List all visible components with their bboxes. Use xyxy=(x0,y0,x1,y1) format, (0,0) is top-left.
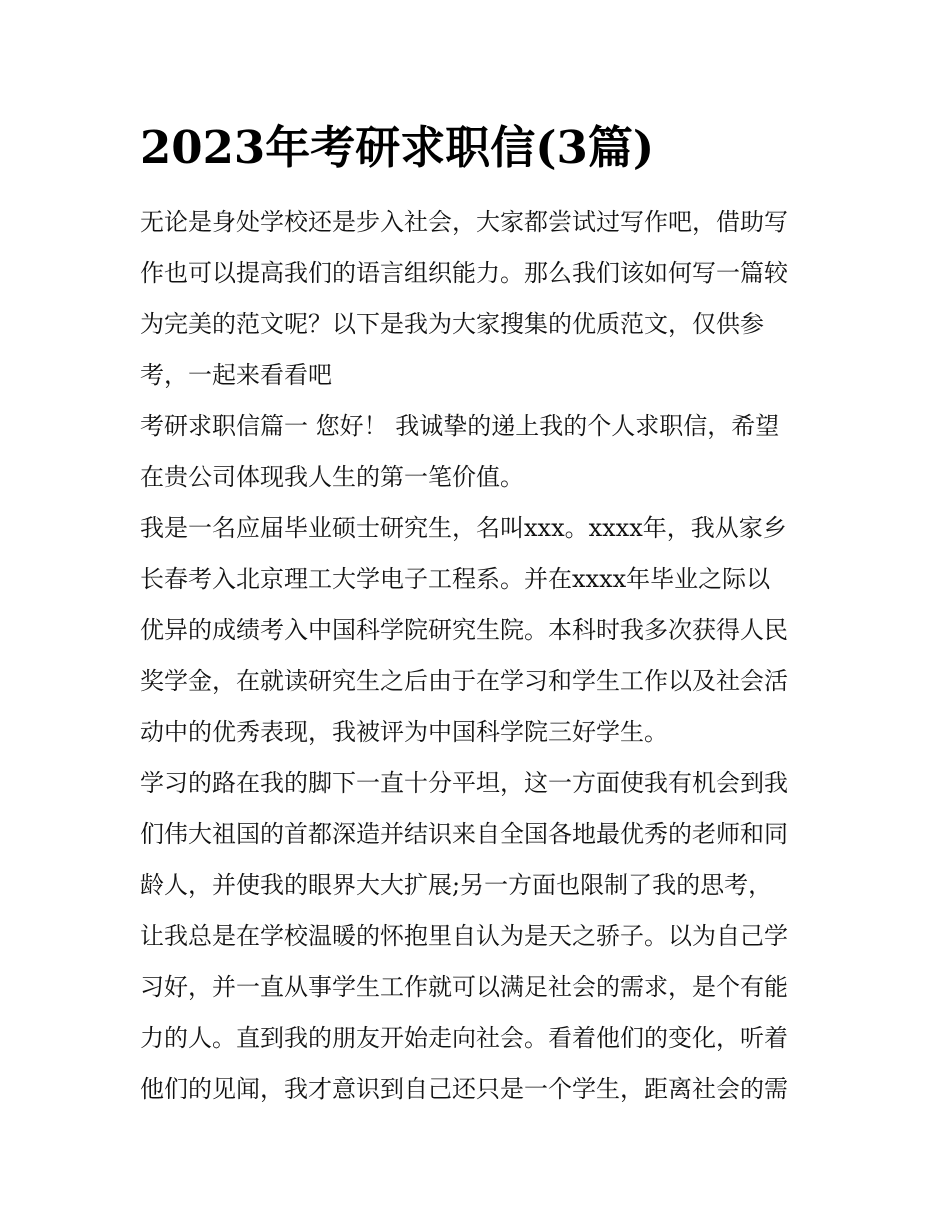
document-title: 2023年考研求职信(3篇) xyxy=(140,121,655,174)
intro-paragraph: 无论是身处学校还是步入社会，大家都尝试过写作吧，借助写 作也可以提高我们的语言组织能力。那么我们该如何写一篇较 为完美的范文呢？以下是我为大家搜集的优质范文，仅供参 考，一起来看看吧 xyxy=(140,208,788,389)
background-paragraph: 我是一名应届毕业硕士研究生，名叫xxx。xxxx年，我从家乡 长春考入北京理工大学电子工程系。并在xxxx年毕业之际以 优异的成绩考入中国科学院研究生院。本科时我多次获得人民 奖学金，在就读研究生之后由于在学习和学生工作以及社会活 动中的优秀表现，我被评为中国科学院三好学生。 xyxy=(140,514,788,746)
greeting-paragraph: 考研求职信篇一 您好！ 我诚挚的递上我的个人求职信，希望 在贵公司体现我人生的第一笔价值。 xyxy=(140,412,780,491)
document-body xyxy=(140,197,812,1115)
reflection-paragraph: 学习的路在我的脚下一直十分平坦，这一方面使我有机会到我 们伟大祖国的首都深造并结识来自全国各地最优秀的老师和同 龄人，并使我的眼界大大扩展;另一方面也限制了我的思考， 让我总是在学校温暖的怀抱里自认为是天之骄子。以为自己学 习好，并一直从事学生工作就可以满足社会的需求，是个有能 力的人。直到我的朋友开始走向社会。看着他们的变化，听着 他们的见闻，我才意识到自己还只是一个学生，距离社会的需 xyxy=(140,769,788,1103)
